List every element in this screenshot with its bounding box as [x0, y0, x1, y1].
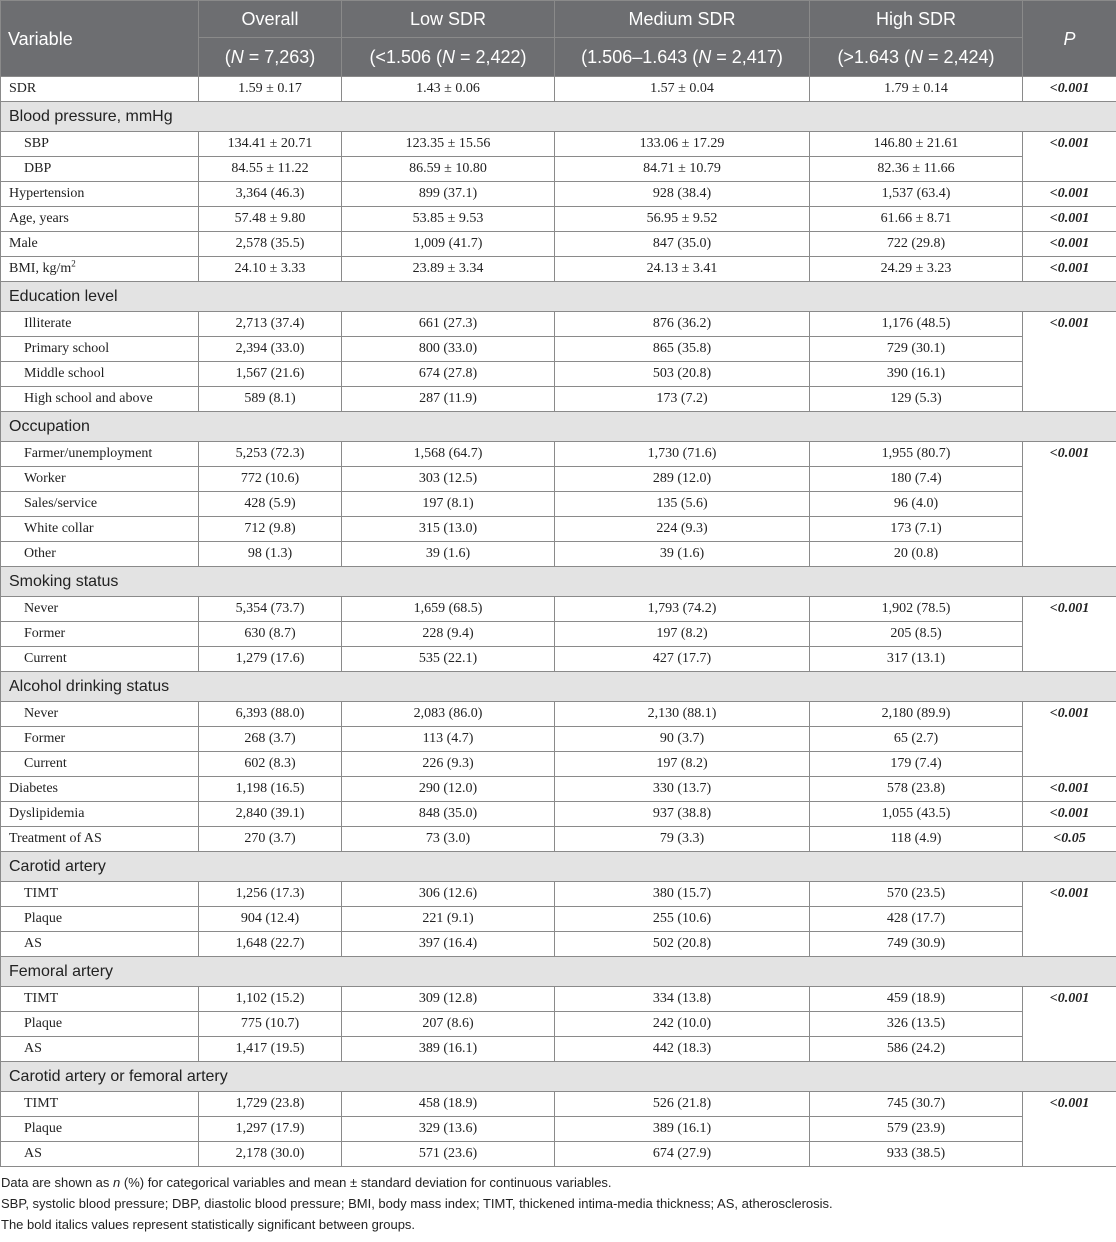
cell-high-sdr: 579 (23.9)	[810, 1117, 1023, 1142]
section-title-alcohol-drinking-status: Alcohol drinking status	[1, 672, 1116, 702]
cell-low-sdr: 53.85 ± 9.53	[342, 207, 555, 232]
header-p-value: P	[1023, 1, 1116, 77]
row-label	[1, 132, 199, 157]
table-row	[1, 1092, 1116, 1117]
section-title-education-level: Education level	[1, 282, 1116, 312]
section-header-row	[1, 412, 1116, 442]
section-header-row	[1, 852, 1116, 882]
row-label-text: Plaque	[24, 911, 63, 926]
cell-medium-sdr: 224 (9.3)	[555, 517, 810, 542]
cell-low-sdr: 197 (8.1)	[342, 492, 555, 517]
cell-high-sdr: 745 (30.7)	[810, 1092, 1023, 1117]
row-label-text: High school and above	[24, 391, 153, 406]
row-label	[1, 1037, 199, 1062]
table-row	[1, 492, 1116, 517]
table-row	[1, 802, 1116, 827]
table-row	[1, 647, 1116, 672]
cell-low-sdr: 329 (13.6)	[342, 1117, 555, 1142]
table-row	[1, 932, 1116, 957]
cell-overall: 6,393 (88.0)	[199, 702, 342, 727]
cell-overall: 775 (10.7)	[199, 1012, 342, 1037]
cell-high-sdr: 390 (16.1)	[810, 362, 1023, 387]
section-title-carotid-artery: Carotid artery	[1, 852, 1116, 882]
row-label-text: Male	[9, 236, 38, 251]
cell-overall: 1,279 (17.6)	[199, 647, 342, 672]
row-label-text: Never	[24, 706, 59, 721]
row-label-text: TIMT	[24, 886, 59, 901]
cell-overall: 1,729 (23.8)	[199, 1092, 342, 1117]
row-label-text: TIMT	[24, 1096, 59, 1111]
row-label-text: AS	[24, 936, 42, 951]
row-label-text: Diabetes	[9, 781, 58, 796]
footnote-n: n	[113, 1175, 121, 1190]
cell-medium-sdr: 135 (5.6)	[555, 492, 810, 517]
row-label	[1, 907, 199, 932]
table-row	[1, 777, 1116, 802]
cell-medium-sdr: 90 (3.7)	[555, 727, 810, 752]
cell-medium-sdr: 242 (10.0)	[555, 1012, 810, 1037]
p-value-cell: <0.001	[1023, 232, 1116, 257]
table-footnotes	[0, 1167, 1116, 1235]
row-label	[1, 157, 199, 182]
cell-overall: 1,102 (15.2)	[199, 987, 342, 1012]
cell-medium-sdr: 1,793 (74.2)	[555, 597, 810, 622]
n-symbol: N	[909, 47, 923, 67]
cell-medium-sdr: 56.95 ± 9.52	[555, 207, 810, 232]
row-label-text: Current	[24, 756, 67, 771]
cell-low-sdr: 535 (22.1)	[342, 647, 555, 672]
n-symbol: N	[441, 47, 455, 67]
cell-medium-sdr: 334 (13.8)	[555, 987, 810, 1012]
cell-overall: 270 (3.7)	[199, 827, 342, 852]
cell-overall: 98 (1.3)	[199, 542, 342, 567]
row-label-text: Plaque	[24, 1121, 63, 1136]
cell-overall: 1.59 ± 0.17	[199, 77, 342, 102]
header-medium-sdr: Medium SDR	[555, 1, 810, 38]
row-label	[1, 492, 199, 517]
row-label	[1, 387, 199, 412]
cell-overall: 2,840 (39.1)	[199, 802, 342, 827]
cell-high-sdr: 24.29 ± 3.23	[810, 257, 1023, 282]
cell-low-sdr: 309 (12.8)	[342, 987, 555, 1012]
cell-overall: 1,198 (16.5)	[199, 777, 342, 802]
row-label	[1, 802, 199, 827]
cell-medium-sdr: 1,730 (71.6)	[555, 442, 810, 467]
cell-high-sdr: 326 (13.5)	[810, 1012, 1023, 1037]
cell-high-sdr: 65 (2.7)	[810, 727, 1023, 752]
row-label	[1, 232, 199, 257]
row-label	[1, 1117, 199, 1142]
cell-medium-sdr: 442 (18.3)	[555, 1037, 810, 1062]
cell-medium-sdr: 79 (3.3)	[555, 827, 810, 852]
section-header-row	[1, 672, 1116, 702]
cell-low-sdr: 23.89 ± 3.34	[342, 257, 555, 282]
table-row	[1, 517, 1116, 542]
cell-high-sdr: 1,176 (48.5)	[810, 312, 1023, 337]
row-label	[1, 517, 199, 542]
cell-high-sdr: 578 (23.8)	[810, 777, 1023, 802]
row-label-text: Former	[24, 731, 66, 746]
row-label-text: Hypertension	[9, 186, 85, 201]
cell-high-sdr: 1,955 (80.7)	[810, 442, 1023, 467]
cell-low-sdr: 287 (11.9)	[342, 387, 555, 412]
cell-low-sdr: 661 (27.3)	[342, 312, 555, 337]
table-row	[1, 542, 1116, 567]
cell-medium-sdr: 503 (20.8)	[555, 362, 810, 387]
cell-low-sdr: 207 (8.6)	[342, 1012, 555, 1037]
section-header-row	[1, 957, 1116, 987]
table-row	[1, 182, 1116, 207]
section-header-row	[1, 567, 1116, 597]
row-label-text: SDR	[9, 81, 37, 96]
cell-low-sdr: 86.59 ± 10.80	[342, 157, 555, 182]
table-row	[1, 312, 1116, 337]
section-title-occupation: Occupation	[1, 412, 1116, 442]
row-label-text: Never	[24, 601, 59, 616]
cell-high-sdr: 933 (38.5)	[810, 1142, 1023, 1167]
cell-medium-sdr: 84.71 ± 10.79	[555, 157, 810, 182]
row-label-text: Farmer/unemployment	[24, 446, 153, 461]
p-value-cell: <0.001	[1023, 77, 1116, 102]
p-value-cell: <0.001	[1023, 987, 1116, 1062]
cell-low-sdr: 458 (18.9)	[342, 1092, 555, 1117]
cell-overall: 57.48 ± 9.80	[199, 207, 342, 232]
cell-medium-sdr: 197 (8.2)	[555, 752, 810, 777]
cell-low-sdr: 848 (35.0)	[342, 802, 555, 827]
header-high-sdr: High SDR	[810, 1, 1023, 38]
table-row	[1, 827, 1116, 852]
cell-high-sdr: 61.66 ± 8.71	[810, 207, 1023, 232]
cell-high-sdr: 180 (7.4)	[810, 467, 1023, 492]
header-low-sdr: Low SDR	[342, 1, 555, 38]
row-label-text: Plaque	[24, 1016, 63, 1031]
row-label	[1, 542, 199, 567]
cell-low-sdr: 315 (13.0)	[342, 517, 555, 542]
table-row	[1, 387, 1116, 412]
row-label	[1, 182, 199, 207]
cell-overall: 2,578 (35.5)	[199, 232, 342, 257]
footnote-data-format	[1, 1172, 1116, 1193]
cell-high-sdr: 749 (30.9)	[810, 932, 1023, 957]
table-row	[1, 622, 1116, 647]
cell-low-sdr: 113 (4.7)	[342, 727, 555, 752]
p-value-cell: <0.001	[1023, 182, 1116, 207]
row-label	[1, 702, 199, 727]
cell-low-sdr: 221 (9.1)	[342, 907, 555, 932]
header-sub-overall: (N = 7,263)	[199, 38, 342, 77]
section-title-smoking-status: Smoking status	[1, 567, 1116, 597]
cell-high-sdr: 205 (8.5)	[810, 622, 1023, 647]
cell-high-sdr: 570 (23.5)	[810, 882, 1023, 907]
table-row	[1, 257, 1116, 282]
section-header-row	[1, 102, 1116, 132]
cell-low-sdr: 1,009 (41.7)	[342, 232, 555, 257]
table-row	[1, 882, 1116, 907]
cell-overall: 904 (12.4)	[199, 907, 342, 932]
row-label	[1, 77, 199, 102]
row-label	[1, 597, 199, 622]
table-header	[1, 1, 1116, 77]
section-title-carotid-artery-or-femoral-artery: Carotid artery or femoral artery	[1, 1062, 1116, 1092]
cell-medium-sdr: 847 (35.0)	[555, 232, 810, 257]
footnote-part: (%) for categorical variables and mean ± standard deviation for continuous variables.	[120, 1175, 612, 1190]
table-row	[1, 987, 1116, 1012]
header-sub-low-sdr: (<1.506 (N = 2,422)	[342, 38, 555, 77]
cell-low-sdr: 290 (12.0)	[342, 777, 555, 802]
row-label	[1, 827, 199, 852]
cell-high-sdr: 82.36 ± 11.66	[810, 157, 1023, 182]
row-label	[1, 337, 199, 362]
row-label-text: SBP	[24, 136, 49, 151]
row-label	[1, 622, 199, 647]
p-value-cell: <0.001	[1023, 312, 1116, 412]
cell-overall: 630 (8.7)	[199, 622, 342, 647]
cell-low-sdr: 800 (33.0)	[342, 337, 555, 362]
cell-overall: 5,354 (73.7)	[199, 597, 342, 622]
row-label	[1, 932, 199, 957]
cell-high-sdr: 2,180 (89.9)	[810, 702, 1023, 727]
cell-high-sdr: 173 (7.1)	[810, 517, 1023, 542]
cell-high-sdr: 1.79 ± 0.14	[810, 77, 1023, 102]
table-row	[1, 727, 1116, 752]
cell-low-sdr: 1,568 (64.7)	[342, 442, 555, 467]
table-row	[1, 77, 1116, 102]
cell-overall: 2,178 (30.0)	[199, 1142, 342, 1167]
section-title-blood-pressure-mmhg: Blood pressure, mmHg	[1, 102, 1116, 132]
p-value-cell: <0.001	[1023, 1092, 1116, 1167]
cell-overall: 712 (9.8)	[199, 517, 342, 542]
cell-low-sdr: 571 (23.6)	[342, 1142, 555, 1167]
row-label-text: White collar	[24, 521, 94, 536]
cell-overall: 602 (8.3)	[199, 752, 342, 777]
table-row	[1, 157, 1116, 182]
cell-medium-sdr: 427 (17.7)	[555, 647, 810, 672]
cell-overall: 1,567 (21.6)	[199, 362, 342, 387]
cell-overall: 1,297 (17.9)	[199, 1117, 342, 1142]
cell-low-sdr: 123.35 ± 15.56	[342, 132, 555, 157]
row-label-text: Other	[24, 546, 56, 561]
cell-high-sdr: 20 (0.8)	[810, 542, 1023, 567]
cell-low-sdr: 389 (16.1)	[342, 1037, 555, 1062]
cell-medium-sdr: 2,130 (88.1)	[555, 702, 810, 727]
cell-high-sdr: 129 (5.3)	[810, 387, 1023, 412]
cell-high-sdr: 1,902 (78.5)	[810, 597, 1023, 622]
section-header-row	[1, 1062, 1116, 1092]
cell-low-sdr: 1,659 (68.5)	[342, 597, 555, 622]
row-label-text: Primary school	[24, 341, 110, 356]
header-variable: Variable	[1, 1, 199, 77]
row-label	[1, 777, 199, 802]
cell-medium-sdr: 674 (27.9)	[555, 1142, 810, 1167]
table-row	[1, 207, 1116, 232]
p-value-cell: <0.05	[1023, 827, 1116, 852]
cell-medium-sdr: 255 (10.6)	[555, 907, 810, 932]
cell-high-sdr: 317 (13.1)	[810, 647, 1023, 672]
table-row	[1, 442, 1116, 467]
row-label	[1, 207, 199, 232]
cell-overall: 2,713 (37.4)	[199, 312, 342, 337]
cell-overall: 1,648 (22.7)	[199, 932, 342, 957]
row-label	[1, 362, 199, 387]
cell-overall: 428 (5.9)	[199, 492, 342, 517]
p-value-cell: <0.001	[1023, 597, 1116, 672]
row-label	[1, 442, 199, 467]
cell-overall: 268 (3.7)	[199, 727, 342, 752]
row-label-text: Worker	[24, 471, 66, 486]
row-label	[1, 467, 199, 492]
table-row	[1, 702, 1116, 727]
cell-low-sdr: 303 (12.5)	[342, 467, 555, 492]
section-header-row	[1, 282, 1116, 312]
cell-high-sdr: 722 (29.8)	[810, 232, 1023, 257]
table-row	[1, 467, 1116, 492]
table-row	[1, 362, 1116, 387]
cell-high-sdr: 1,537 (63.4)	[810, 182, 1023, 207]
p-value-cell: <0.001	[1023, 442, 1116, 567]
cell-overall: 5,253 (72.3)	[199, 442, 342, 467]
p-value-cell: <0.001	[1023, 702, 1116, 777]
table-row	[1, 1117, 1116, 1142]
p-value-cell: <0.001	[1023, 802, 1116, 827]
cell-high-sdr: 96 (4.0)	[810, 492, 1023, 517]
table-row	[1, 1142, 1116, 1167]
p-value-cell: <0.001	[1023, 132, 1116, 182]
table-row	[1, 1012, 1116, 1037]
p-value-cell: <0.001	[1023, 257, 1116, 282]
cell-overall: 84.55 ± 11.22	[199, 157, 342, 182]
cell-overall: 772 (10.6)	[199, 467, 342, 492]
cell-medium-sdr: 928 (38.4)	[555, 182, 810, 207]
row-label	[1, 987, 199, 1012]
cell-medium-sdr: 876 (36.2)	[555, 312, 810, 337]
row-label	[1, 882, 199, 907]
row-label-text: DBP	[24, 161, 52, 176]
table-row	[1, 1037, 1116, 1062]
table-row	[1, 752, 1116, 777]
cell-overall: 2,394 (33.0)	[199, 337, 342, 362]
cell-low-sdr: 306 (12.6)	[342, 882, 555, 907]
cell-low-sdr: 1.43 ± 0.06	[342, 77, 555, 102]
row-label-text: Dyslipidemia	[9, 806, 85, 821]
row-label-text: BMI, kg/m	[9, 261, 72, 276]
unit-superscript: 2	[71, 258, 76, 269]
row-label-text: Middle school	[24, 366, 105, 381]
cell-medium-sdr: 330 (13.7)	[555, 777, 810, 802]
footnote-significance: The bold italics values represent statistically significant between groups.	[1, 1217, 416, 1232]
cell-low-sdr: 226 (9.3)	[342, 752, 555, 777]
cell-low-sdr: 39 (1.6)	[342, 542, 555, 567]
header-sub-high-sdr: (>1.643 (N = 2,424)	[810, 38, 1023, 77]
row-label-text: AS	[24, 1146, 42, 1161]
cell-high-sdr: 586 (24.2)	[810, 1037, 1023, 1062]
row-label-text: Illiterate	[24, 316, 72, 331]
table-row	[1, 337, 1116, 362]
row-label-text: Treatment of AS	[9, 831, 102, 846]
row-label-text: TIMT	[24, 991, 59, 1006]
table-row	[1, 232, 1116, 257]
cell-high-sdr: 179 (7.4)	[810, 752, 1023, 777]
n-symbol: N	[230, 47, 244, 67]
row-label-text: Age, years	[9, 211, 69, 226]
cell-low-sdr: 674 (27.8)	[342, 362, 555, 387]
row-label	[1, 1142, 199, 1167]
row-label-text: Current	[24, 651, 67, 666]
cell-high-sdr: 1,055 (43.5)	[810, 802, 1023, 827]
cell-overall: 24.10 ± 3.33	[199, 257, 342, 282]
cell-overall: 1,256 (17.3)	[199, 882, 342, 907]
cell-overall: 589 (8.1)	[199, 387, 342, 412]
cell-medium-sdr: 389 (16.1)	[555, 1117, 810, 1142]
row-label	[1, 647, 199, 672]
cell-medium-sdr: 380 (15.7)	[555, 882, 810, 907]
cell-low-sdr: 2,083 (86.0)	[342, 702, 555, 727]
cell-overall: 1,417 (19.5)	[199, 1037, 342, 1062]
cell-medium-sdr: 39 (1.6)	[555, 542, 810, 567]
section-title-femoral-artery: Femoral artery	[1, 957, 1116, 987]
row-label	[1, 1092, 199, 1117]
row-label-text: Former	[24, 626, 66, 641]
cell-medium-sdr: 197 (8.2)	[555, 622, 810, 647]
table-body	[1, 77, 1116, 1167]
cell-medium-sdr: 289 (12.0)	[555, 467, 810, 492]
row-label	[1, 752, 199, 777]
cell-medium-sdr: 1.57 ± 0.04	[555, 77, 810, 102]
row-label	[1, 1012, 199, 1037]
cell-medium-sdr: 502 (20.8)	[555, 932, 810, 957]
p-value-cell: <0.001	[1023, 207, 1116, 232]
cell-high-sdr: 428 (17.7)	[810, 907, 1023, 932]
p-value-cell: <0.001	[1023, 882, 1116, 957]
table-row	[1, 907, 1116, 932]
cell-low-sdr: 397 (16.4)	[342, 932, 555, 957]
cell-high-sdr: 729 (30.1)	[810, 337, 1023, 362]
cell-overall: 3,364 (46.3)	[199, 182, 342, 207]
cell-medium-sdr: 24.13 ± 3.41	[555, 257, 810, 282]
row-label	[1, 312, 199, 337]
cell-low-sdr: 899 (37.1)	[342, 182, 555, 207]
header-sub-medium-sdr: (1.506–1.643 (N = 2,417)	[555, 38, 810, 77]
table-row	[1, 132, 1116, 157]
cell-low-sdr: 228 (9.4)	[342, 622, 555, 647]
cell-high-sdr: 118 (4.9)	[810, 827, 1023, 852]
cell-medium-sdr: 526 (21.8)	[555, 1092, 810, 1117]
row-label	[1, 257, 199, 282]
header-overall: Overall	[199, 1, 342, 38]
n-symbol: N	[698, 47, 712, 67]
cell-high-sdr: 146.80 ± 21.61	[810, 132, 1023, 157]
row-label-text: AS	[24, 1041, 42, 1056]
cell-medium-sdr: 865 (35.8)	[555, 337, 810, 362]
footnote-part: Data are shown as	[1, 1175, 114, 1190]
cell-overall: 134.41 ± 20.71	[199, 132, 342, 157]
cell-medium-sdr: 937 (38.8)	[555, 802, 810, 827]
row-label	[1, 727, 199, 752]
footnote-abbreviations: SBP, systolic blood pressure; DBP, diastolic blood pressure; BMI, body mass index; TIMT, thickened intima-media thickness; AS, atherosclerosis.	[1, 1196, 833, 1211]
cell-medium-sdr: 173 (7.2)	[555, 387, 810, 412]
cell-low-sdr: 73 (3.0)	[342, 827, 555, 852]
cell-high-sdr: 459 (18.9)	[810, 987, 1023, 1012]
row-label-text: Sales/service	[24, 496, 98, 511]
p-value-cell: <0.001	[1023, 777, 1116, 802]
table-row	[1, 597, 1116, 622]
cell-medium-sdr: 133.06 ± 17.29	[555, 132, 810, 157]
